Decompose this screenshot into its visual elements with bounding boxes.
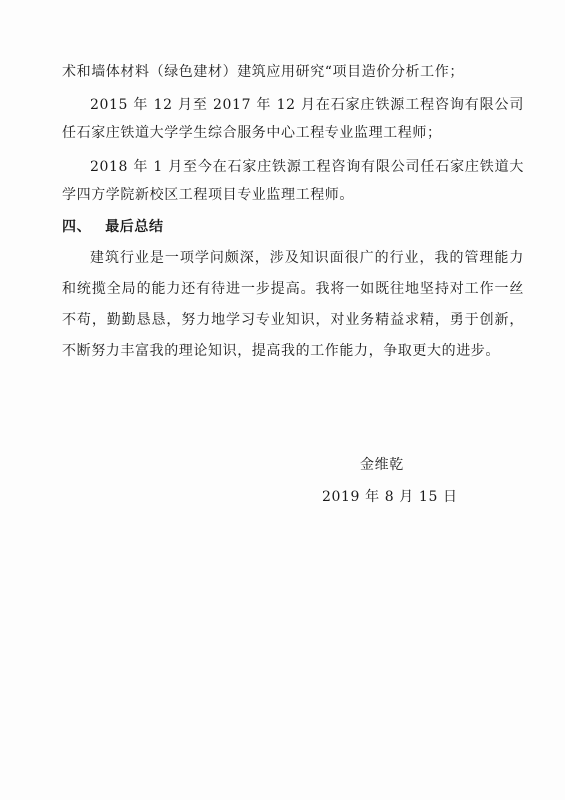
paragraph-summary: 建筑行业是一项学问颇深，涉及知识面很广的行业，我的管理能力和统揽全局的能力还有待进一步提高。我将一如既往地坚持对工作一丝不苟，勤勤恳恳，努力地学习专业知识，对业务精益求精，勇于创新，不断努力丰富我的理论知识，提高我的工作能力，争取更大的进步。: [62, 250, 524, 359]
section-heading: [62, 213, 164, 241]
section-number: 四、: [62, 219, 92, 235]
signature-name: 金维乾: [360, 457, 404, 473]
paragraph-experience-2018: 2018 年 1 月至今在石家庄铁源工程咨询有限公司任石家庄铁道大学四方学院新校区工程项目专业监理工程师。: [62, 159, 524, 203]
section-title: 最后总结: [105, 219, 164, 235]
paragraph-experience-2015: 2015 年 12 月至 2017 年 12 月在石家庄铁源工程咨询有限公司任石家庄铁道大学学生综合服务中心工程专业监理工程师；: [62, 97, 524, 141]
paragraph-continuation: 术和墙体材料（绿色建材）建筑应用研究“项目造价分析工作；: [62, 64, 464, 80]
signature-date: 2019 年 8 月 15 日: [322, 489, 458, 505]
